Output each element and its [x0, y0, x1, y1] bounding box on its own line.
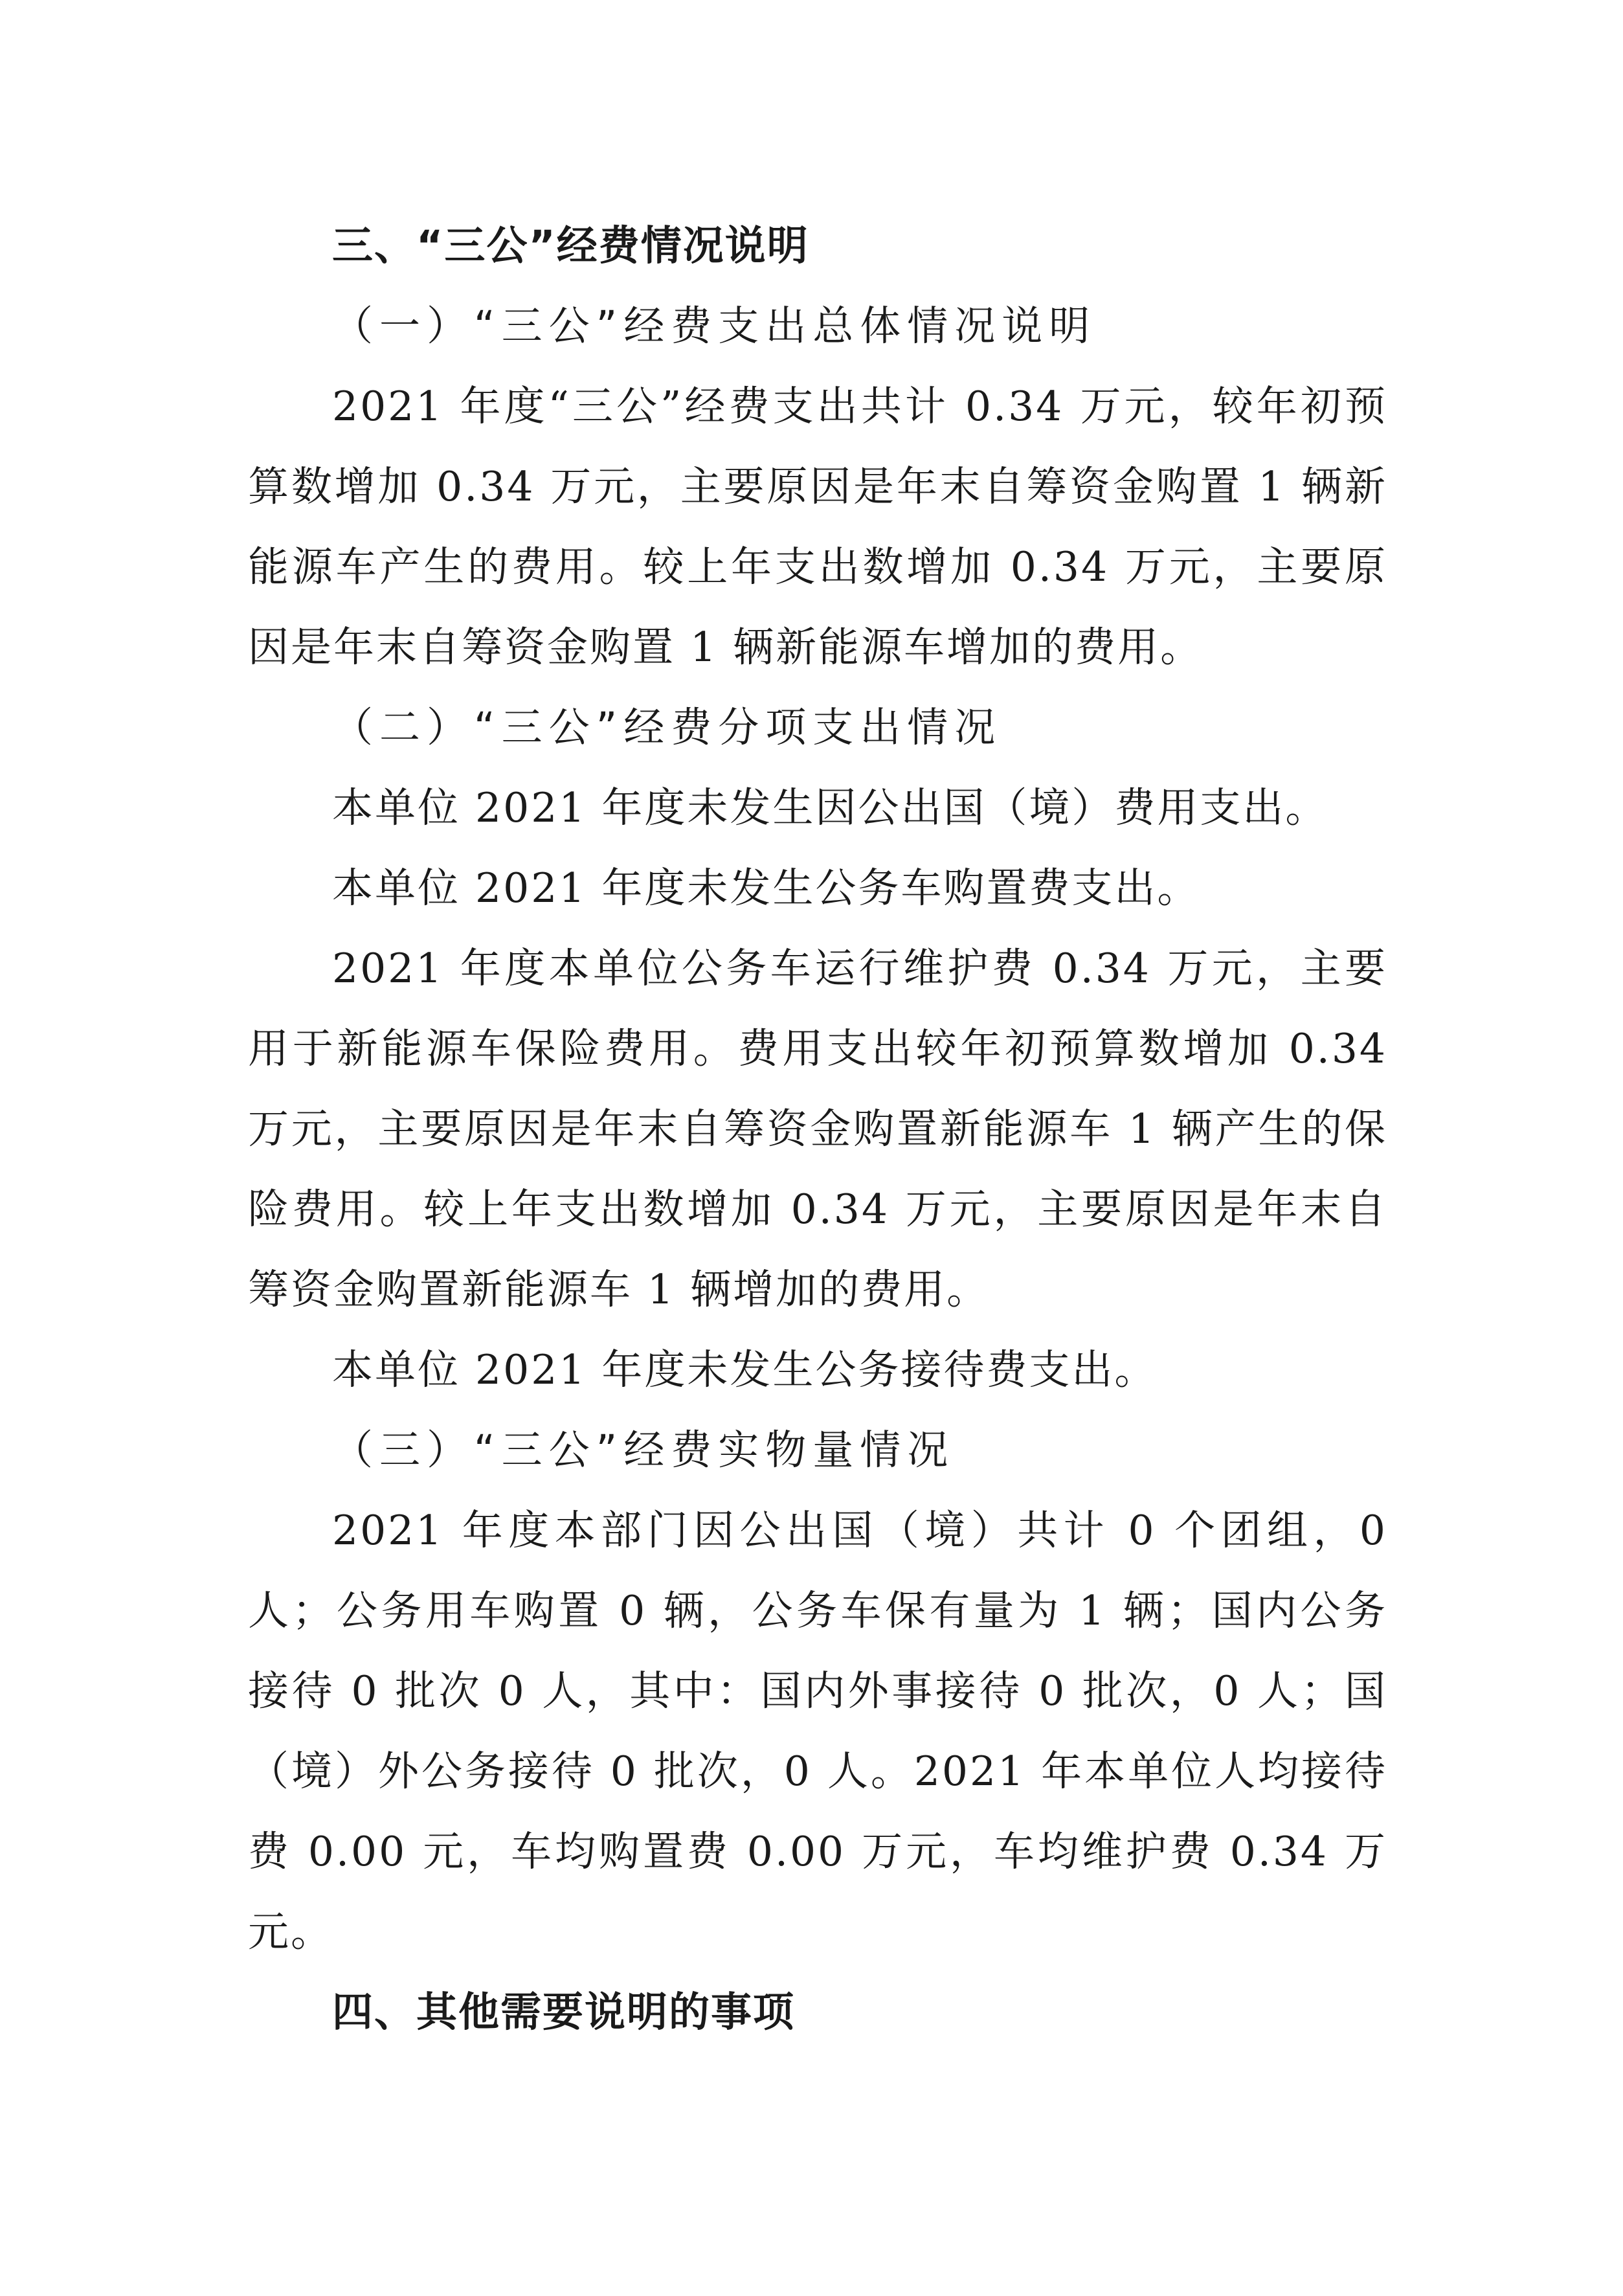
section-3-heading: 三、“三公”经费情况说明 — [332, 222, 809, 269]
section-4-heading: 四、其他需要说明的事项 — [332, 1988, 795, 2036]
subsection-1-paragraph: 2021 年度“三公”经费支出共计 0.34 万元，较年初预算数增加 0.34 万元，主要原因是年末自筹资金购置 1 辆新能源车产生的费用。较上年支出数增加 0.34 万元，主要原因是年末自筹资金购置 1 辆新能源车增加的费用。 — [248, 383, 1387, 671]
subsection-2-paragraph-4: 本单位 2021 年度未发生公务接待费支出。 — [332, 1346, 1158, 1393]
subsection-2-paragraph-1: 本单位 2021 年度未发生因公出国（境）费用支出。 — [332, 784, 1328, 831]
subsection-2-paragraph-2: 本单位 2021 年度未发生公务车购置费支出。 — [332, 864, 1200, 912]
subsection-1-heading: （一）“三公”经费支出总体情况说明 — [332, 302, 1097, 350]
document-body — [248, 206, 1387, 2053]
subsection-3-paragraph: 2021 年度本部门因公出国（境）共计 0 个团组，0 人；公务用车购置 0 辆，公务车保有量为 1 辆；国内公务接待 0 批次 0 人，其中：国内外事接待 0 批次，0 人；国（境）外公务接待 0 批次，0 人。2021 年本单位人均接待费 0.00 元，车均购置费 0.00 万元，车均维护费 0.34 万元。 — [248, 1507, 1387, 1955]
subsection-2-heading: （二）“三公”经费分项支出情况 — [332, 704, 1002, 751]
subsection-3-heading: （三）“三公”经费实物量情况 — [332, 1426, 955, 1474]
subsection-2-paragraph-3: 2021 年度本单位公务车运行维护费 0.34 万元，主要用于新能源车保险费用。费用支出较年初预算数增加 0.34 万元，主要原因是年末自筹资金购置新能源车 1 辆产生的保险费用。较上年支出数增加 0.34 万元，主要原因是年末自筹资金购置新能源车 1 辆增加的费用。 — [248, 945, 1387, 1313]
